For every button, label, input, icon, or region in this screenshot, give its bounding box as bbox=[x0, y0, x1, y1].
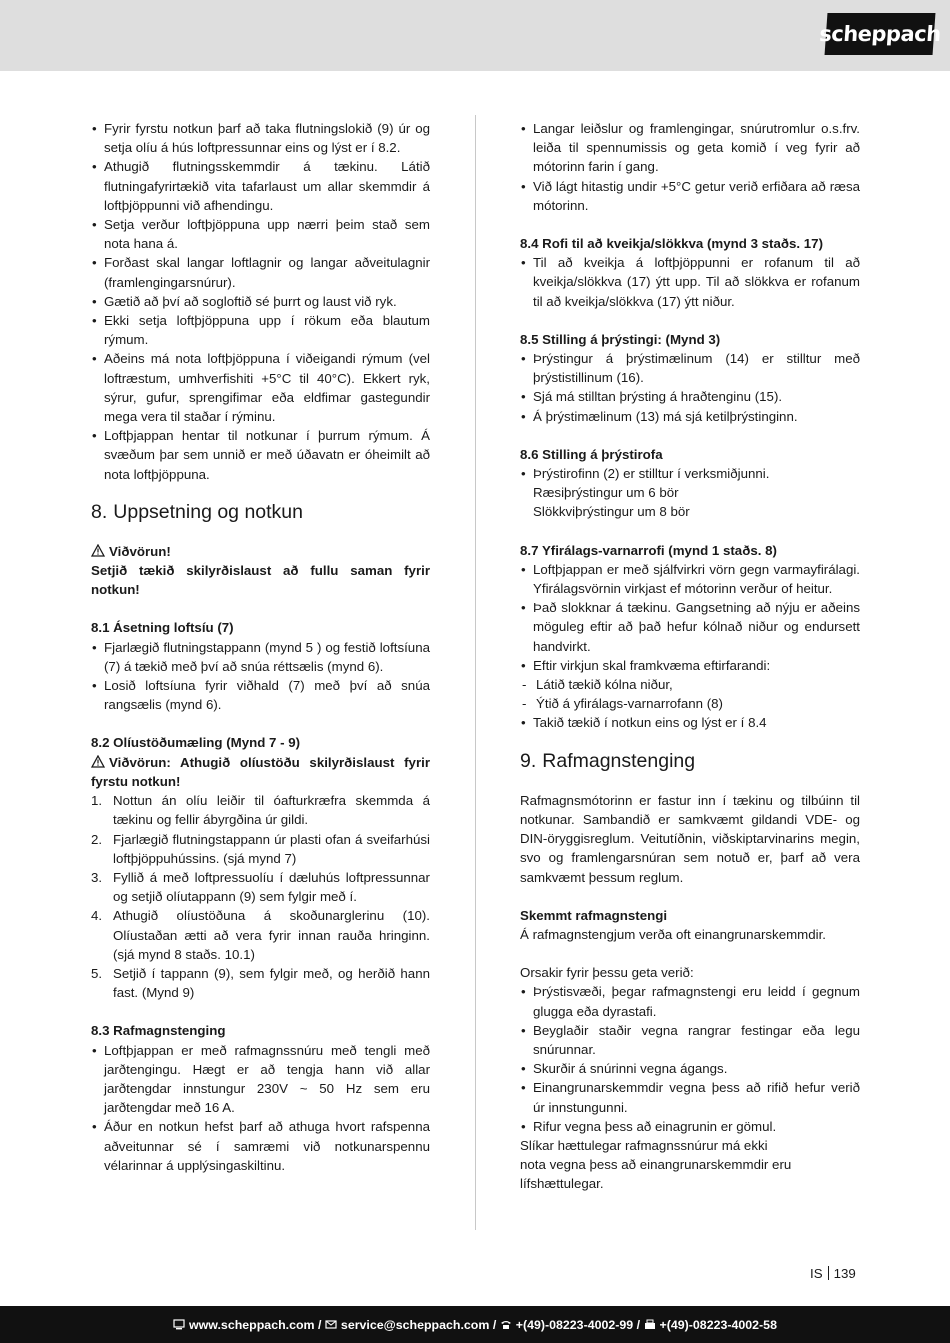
website-link[interactable]: www.scheppach.com / bbox=[189, 1317, 322, 1332]
list-item: • Áður en notkun hefst þarf að athuga hvort rafspenna aðveitunnar sé í samræmi við notkunarspennu vélarinnar á upplýsingaskiltinu. bbox=[91, 1117, 430, 1175]
damaged-plug-heading: Skemmt rafmagnstengi bbox=[520, 907, 668, 923]
intro-bullet-list bbox=[91, 119, 430, 484]
subsection-8-3-heading: 8.3 Rafmagnstenging bbox=[91, 1023, 226, 1039]
list-item: • Til að kveikja á loftþjöppunni er rofanum til að kveikja/slökkva (17) ýtt upp. Til að slökkva er rofanum til að kveikja/slökkva (17) ýtt niður. bbox=[520, 253, 860, 311]
step-text: Nottun án olíu leiðir til óafturkræfra skemmda á tækinu og fellir ábyrgðina úr gildi. bbox=[113, 793, 430, 828]
separator bbox=[828, 1266, 829, 1280]
subsection-8-1-list bbox=[91, 638, 430, 715]
fax-number: +(49)-08223-4002-58 bbox=[659, 1317, 777, 1332]
oil-steps-list bbox=[91, 791, 430, 1002]
phone-number: +(49)-08223-4002-99 / bbox=[515, 1317, 641, 1332]
email-link[interactable]: service@scheppach.com / bbox=[340, 1317, 497, 1332]
subsection-8-7-list-end bbox=[520, 713, 860, 732]
causes-intro: Orsakir fyrir þessu geta verið: bbox=[520, 965, 694, 981]
list-item: • Skurðir á snúrinni vegna ágangs. bbox=[520, 1059, 860, 1078]
page-header bbox=[0, 0, 950, 71]
subsection-8-2-heading: 8.2 Olíustöðumæling (Mynd 7 - 9) bbox=[91, 735, 301, 751]
phone-icon bbox=[500, 1319, 512, 1330]
list-item: • Losið loftsíuna fyrir viðhald (7) með því að snúa rangsælis (mynd 6). bbox=[91, 676, 430, 714]
section-title: Uppsetning og notkun bbox=[113, 500, 303, 523]
step-text: Fjarlægið flutningstappann úr plasti ofan á sveifarhúsi loftþjöppuhússins. (sjá mynd 7) bbox=[113, 831, 430, 866]
page-footer bbox=[0, 1306, 950, 1343]
list-item: - Látið tækið kólna niður, bbox=[520, 675, 860, 694]
step-text: Setjið í tappann (9), sem fylgir með, og herðið hann fast. (Mynd 9) bbox=[113, 965, 430, 1001]
step-number: 4. bbox=[91, 908, 103, 924]
warning-triangle-icon bbox=[91, 544, 105, 557]
page-number bbox=[810, 1266, 856, 1281]
subsection-8-6-heading: 8.6 Stilling á þrýstirofa bbox=[520, 446, 663, 462]
section-9-paragraph: Rafmagnsmótorinn er fastur inn í tækinu og tilbúinn til notkunar. Sambandið er samkvæmt gildandi VDE- og DIN-öryggisreglum. Veitutíðnin, viðskiptarvinarins megin, svo og framlengarsnúran sem notuð er, þarf að vera samkvæmt þessum reglum. bbox=[520, 792, 860, 885]
reset-steps-list bbox=[520, 675, 860, 713]
list-item: • Fjarlægið flutningstappann (mynd 5 ) og festið loftsíuna (7) á tækið með því að snúa réttsælis (mynd 6). bbox=[91, 638, 430, 676]
warning-heading bbox=[91, 542, 430, 561]
footer-web bbox=[173, 1318, 321, 1332]
list-item: • Það slokknar á tækinu. Gangsetning að nýju er aðeins möguleg eftir að það hefur kólnað niður og endursett handvirkt. bbox=[520, 598, 860, 656]
list-item: • Einangrunarskemmdir vegna þess að rifið hefur verið úr innstungunni. bbox=[520, 1078, 860, 1116]
list-item: • Fyrir fyrstu notkun þarf að taka flutningslokið (9) úr og setja olíu á hús loftpressunnar eins og lýst er í 8.2. bbox=[91, 119, 430, 157]
closing-line: nota vegna þess að einangrunarskemmdir eru bbox=[520, 1157, 792, 1173]
list-item: • Eftir virkjun skal framkvæma eftirfarandi: bbox=[520, 656, 860, 675]
step-number: 5. bbox=[91, 965, 103, 981]
subsection-8-7-list bbox=[520, 560, 860, 675]
subsection-8-4-heading: 8.4 Rofi til að kveikja/slökkva (mynd 3 staðs. 17) bbox=[520, 236, 824, 252]
causes-list bbox=[520, 982, 860, 1136]
subsection-8-6-list bbox=[520, 464, 860, 522]
section-title: Rafmagnstenging bbox=[542, 749, 696, 772]
list-item: • Þrýstingur á þrýstimælinum (14) er stilltur með þrýstistillinum (16). bbox=[520, 349, 860, 387]
list-item bbox=[91, 906, 430, 964]
closing-line: Slíkar hættulegar rafmagnssnúrur má ekki bbox=[520, 1137, 768, 1153]
list-item: • Athugið flutningsskemmdir á tækinu. Látið flutningafyrirtækið vita tafarlaust um allar skemmdir á loftþjöppunni við afhendingu. bbox=[91, 157, 430, 215]
warning-text: Viðvörun: Athugið olíustöðu skilyrðislaust fyrir fyrstu notkun! bbox=[91, 754, 430, 789]
subsection-8-1-heading: 8.1 Ásetning loftsíu (7) bbox=[91, 620, 234, 636]
fax-icon bbox=[644, 1319, 656, 1330]
left-column bbox=[91, 119, 430, 1175]
list-item: - Ýtið á yfirálags-varnarrofann (8) bbox=[520, 694, 860, 713]
page-number-value: 139 bbox=[833, 1266, 856, 1281]
step-number: 2. bbox=[91, 831, 103, 847]
list-item bbox=[520, 464, 860, 522]
section-number: 8. bbox=[91, 500, 108, 523]
warning-text: Setjið tækið skilyrðislaust að fullu saman fyrir notkun! bbox=[91, 563, 430, 598]
list-item: • Setja verður loftþjöppuna upp nærri þeim stað sem nota hana á. bbox=[91, 215, 430, 253]
warning-triangle-icon bbox=[91, 755, 105, 768]
list-item: • Ekki setja loftþjöppuna upp í rökum eða blautum rýmum. bbox=[91, 311, 430, 349]
list-item-text: Þrýstirofinn (2) er stilltur í verksmiðjunni. bbox=[533, 466, 770, 482]
closing-line: lífshættulegar. bbox=[520, 1176, 604, 1192]
list-item: • Langar leiðslur og framlengingar, snúrutromlur o.s.frv. leiða til spennumissis og geta komið í veg fyrir að mótorinn farin í gang. bbox=[520, 119, 860, 177]
mail-icon bbox=[325, 1319, 337, 1330]
list-item: • Aðeins má nota loftþjöppuna í viðeigandi rýmum (vel loftræstum, umhverfishiti +5°C til 40°C). Ekkert ryk, sýrur, gufur, sprengifimar eða eldfimar gastegundir mega vera til staðar í rýminu. bbox=[91, 349, 430, 426]
footer-email bbox=[325, 1318, 496, 1332]
list-item: • Beyglaðir staðir vegna rangrar festingar eða legu snúrunnar. bbox=[520, 1021, 860, 1059]
subsection-8-7-heading: 8.7 Yfirálags-varnarrofi (mynd 1 staðs. 8) bbox=[520, 542, 777, 558]
monitor-icon bbox=[173, 1319, 185, 1330]
list-item: • Sjá má stilltan þrýsting á hraðtenginu (15). bbox=[520, 387, 860, 406]
list-item: • Við lágt hitastig undir +5°C getur verið erfiðara að ræsa mótorinn. bbox=[520, 177, 860, 215]
subsection-8-3-list bbox=[91, 1041, 430, 1175]
step-text: Fyllið á með loftpressuolíu í dæluhús loftpressunnar og setjið olíutappann (9) sem fylgir með í. bbox=[113, 869, 430, 905]
section-9-heading bbox=[520, 748, 860, 774]
subsection-8-5-list bbox=[520, 349, 860, 426]
footer-phone bbox=[500, 1318, 640, 1332]
column-divider bbox=[475, 115, 476, 1230]
list-item: • Rifur vegna þess að einagrunin er gömul. bbox=[520, 1117, 860, 1136]
list-item: • Á þrýstimælinum (13) má sjá ketilþrýstinginn. bbox=[520, 407, 860, 426]
list-item bbox=[91, 964, 430, 1002]
step-text: Athugið olíustöðuna á skoðunarglerinu (10). Olíustaðan ætti að vera fyrir innan rauða hringinn. (sjá mynd 8 staðs. 10.1) bbox=[113, 908, 430, 962]
list-item: • Loftþjappan hentar til notkunar í þurrum rýmum. Á svæðum þar sem unnið er með úðavatn er óheimilt að nota loftþjöppuna. bbox=[91, 426, 430, 484]
list-item: • Takið tækið í notkun eins og lýst er í 8.4 bbox=[520, 713, 860, 732]
section-number: 9. bbox=[520, 749, 537, 772]
start-pressure: Ræsiþrýstingur um 6 bör bbox=[533, 485, 679, 501]
list-item: • Loftþjappan er með rafmagnssnúru með tengli með jarðtengingu. Hægt er að tengja hann við allar jarðtengdar innstungur 230V ~ 50 Hz sem eru jarðtengdar með 16 A. bbox=[91, 1041, 430, 1118]
list-item bbox=[91, 830, 430, 868]
subsection-8-2-warning bbox=[91, 753, 430, 791]
section-8-heading bbox=[91, 499, 430, 525]
warning-label: Viðvörun! bbox=[109, 543, 171, 559]
list-item bbox=[91, 791, 430, 829]
continued-bullet-list bbox=[520, 119, 860, 215]
scheppach-logo: scheppach bbox=[825, 13, 936, 55]
language-code: IS bbox=[810, 1266, 823, 1281]
list-item: • Loftþjappan er með sjálfvirkri vörn gegn varmayfirálagi. Yfirálagsvörnin virkjast ef mótorinn verður of heitur. bbox=[520, 560, 860, 598]
list-item bbox=[91, 868, 430, 906]
subsection-8-4-list bbox=[520, 253, 860, 311]
stop-pressure: Slökkviþrýstingur um 8 bör bbox=[533, 504, 690, 520]
step-number: 3. bbox=[91, 869, 103, 885]
list-item: • Forðast skal langar loftlagnir og langar aðveitulagnir (framlengingarsnúrur). bbox=[91, 253, 430, 291]
step-number: 1. bbox=[91, 793, 103, 809]
damaged-plug-text: Á rafmagnstengjum verða oft einangrunarskemmdir. bbox=[520, 926, 826, 942]
list-item: • Gætið að því að sogloftið sé þurrt og laust við ryk. bbox=[91, 292, 430, 311]
footer-fax bbox=[644, 1318, 777, 1332]
right-column bbox=[520, 119, 860, 1194]
list-item: • Þrýstisvæði, þegar rafmagnstengi eru leidd í gegnum glugga eða dyrastafi. bbox=[520, 982, 860, 1020]
subsection-8-5-heading: 8.5 Stilling á þrýstingi: (Mynd 3) bbox=[520, 331, 721, 347]
